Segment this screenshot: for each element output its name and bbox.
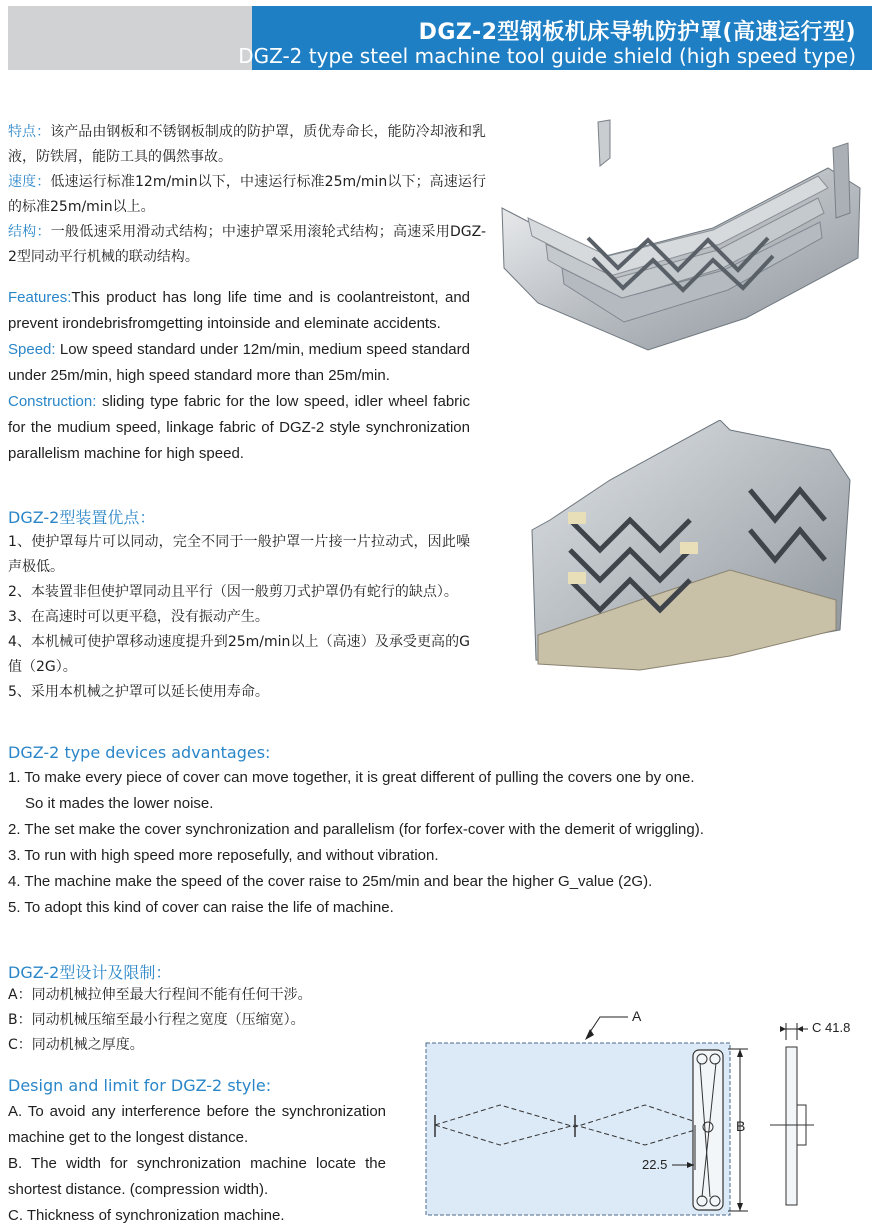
linkage-mechanism (693, 1050, 723, 1210)
intro-speed-en: Speed: Low speed standard under 12m/min, medium speed standard under 25m/min, high speed standard more than 25m/min. (8, 341, 470, 384)
label-c: C 41.8 (812, 1020, 851, 1035)
intro-speed-cn: 速度：低速运行标准12m/min以下，中速运行标准25m/min以下；高速运行的标准25m/min以上。 (8, 174, 487, 215)
label-b: B (736, 1118, 746, 1134)
design-en-item: C. Thickness of synchronization machine. (8, 1207, 285, 1224)
intro-features-en: Features:This product has long life time and is coolantreistont, and prevent irondebrisfromgetting intoinside and eleminate accidents. (8, 289, 470, 332)
adv-en-item: 2. The set make the cover synchronization and parallelism (for forfex-cover with the demerit of wriggling). (8, 821, 704, 838)
adv-en-item: So it mades the lower noise. (25, 795, 214, 812)
label-22-5: 22.5 (642, 1157, 668, 1172)
header-banner (238, 6, 872, 70)
side-view (770, 1023, 814, 1205)
dimension-diagram (410, 1005, 875, 1225)
adv-en-item: 4. The machine make the speed of the cover raise to 25m/min and bear the higher G_value (2G). (8, 873, 653, 890)
diagram-cover-outline (426, 1043, 730, 1215)
design-en-item: B. The width for synchronization machine locate the shortest distance. (compression width). (8, 1155, 386, 1198)
design-en-title: Design and limit for DGZ-2 style: (8, 1076, 272, 1095)
adv-cn-item: 1、使护罩每片可以同动，完全不同于一般护罩一片接一片拉动式，因此噪声极低。 (8, 534, 470, 575)
adv-cn-item: 5、采用本机械之护罩可以延长使用寿命。 (8, 684, 269, 700)
leader-a (588, 1017, 628, 1035)
design-cn-item: B：同动机械压缩至最小行程之宽度（压缩宽）。 (8, 1012, 305, 1028)
title-chinese: DGZ-2型钢板机床导轨防护罩(高速运行型) (418, 20, 856, 45)
design-cn-item: A：同动机械拉伸至最大行程间不能有任何干涉。 (8, 987, 312, 1003)
adv-en-title: DGZ-2 type devices advantages: (8, 743, 271, 762)
title-english: DGZ-2 type steel machine tool guide shield (high speed type) (238, 44, 856, 68)
adv-cn-title: DGZ-2型装置优点： (8, 508, 156, 527)
adv-en-item: 1. To make every piece of cover can move together, it is great different of pulling the covers one by one. (8, 769, 695, 786)
product-photo-bottom (530, 420, 872, 675)
design-cn-list (8, 983, 408, 1058)
design-en-item: A. To avoid any interference before the synchronization machine get to the longest distance. (8, 1103, 386, 1146)
product-photo-top (498, 118, 866, 358)
adv-en-item: 3. To run with high speed more reposefully, and without vibration. (8, 847, 439, 864)
intro-structure-cn: 结构：一般低速采用滑动式结构；中速护罩采用滚轮式结构；高速采用DGZ-2型同动平行机械的联动结构。 (8, 224, 487, 265)
adv-en-list (8, 765, 868, 921)
header-grey-block (8, 6, 252, 70)
intro-chinese (8, 120, 486, 270)
adv-cn-item: 4、本机械可使护罩移动速度提升到25m/min以上（高速）及承受更高的G值（2G）。 (8, 634, 470, 675)
design-cn-item: C：同动机械之厚度。 (8, 1037, 144, 1053)
adv-en-item: 5. To adopt this kind of cover can raise the life of machine. (8, 899, 394, 916)
adv-cn-item: 2、本装置非但使护罩同动且平行（因一般剪刀式护罩仍有蛇行的缺点）。 (8, 584, 458, 600)
intro-english (8, 285, 470, 467)
adv-cn-list (8, 530, 470, 705)
intro-construction-en: Construction: sliding type fabric for the low speed, idler wheel fabric for the mudium speed, linkage fabric of DGZ-2 style synchronization parallelism machine for high speed. (8, 393, 470, 462)
intro-features-cn: 特点：该产品由钢板和不锈钢板制成的防护罩，质优寿命长，能防冷却液和乳液，防铁屑，能防工具的偶然事故。 (8, 124, 487, 165)
design-en-list (8, 1099, 386, 1229)
adv-cn-item: 3、在高速时可以更平稳，没有振动产生。 (8, 609, 269, 625)
design-cn-title: DGZ-2型设计及限制： (8, 963, 172, 982)
label-a: A (632, 1008, 642, 1024)
